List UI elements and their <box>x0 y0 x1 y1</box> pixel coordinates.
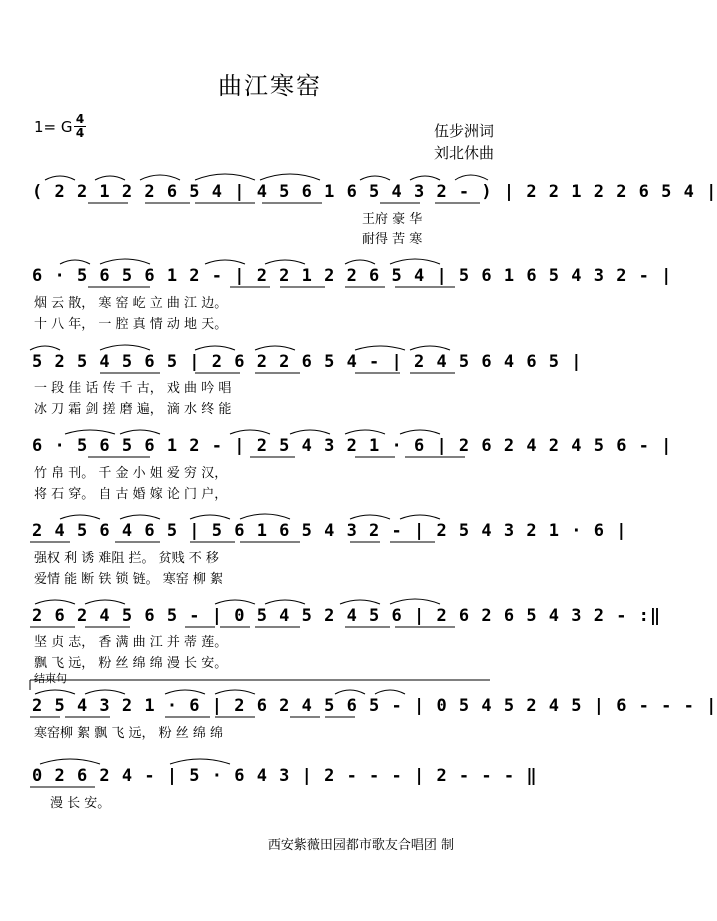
lyrics-line-3-verse-1: 一 段 佳 话 传 千 古， 戏 曲 吟 唱 <box>34 381 232 396</box>
lyrics-line-4-verse-2: 将 石 穿。 自 古 婚 嫁 论 门 户， <box>34 487 228 502</box>
coda-bracket <box>30 680 490 690</box>
composer-credit: 刘北休曲 <box>433 144 494 162</box>
lyrics-line-1-verse-2: 耐得 苦 寒 <box>362 232 423 247</box>
notation-line-4: 6 · 5 6 5 6 1 2 - | 2 5 4 3 2 1 · 6 | 2 6 2 4 2 4 5 6 - | <box>32 436 673 456</box>
notation-line-5: 2 4 5 6 4 6 5 | 5 6 1 6 5 4 3 2 - | 2 5 4 3 2 1 · 6 | <box>32 521 628 541</box>
notation-line-3: 5 2 5 4 5 6 5 | 2 6 2 2 6 5 4 - | 2 4 5 6 4 6 5 | <box>32 352 583 372</box>
notation-line-8: 0 2 6 2 4 - | 5 · 6 4 3 | 2 - - - | 2 - - - ‖ <box>32 766 538 786</box>
notation-line-1: ( 2 2 1 2 2 6 5 4 | 4 5 6 1 6 5 4 3 2 - ) | 2 2 1 2 2 6 5 4 | <box>32 182 717 202</box>
publisher-footer: 西安紫薇田园都市歌友合唱团 制 <box>267 838 454 853</box>
lyrics-line-2-verse-2: 十 八 年， 一 腔 真 情 动 地 天。 <box>34 317 228 332</box>
notation-line-7: 2 5 4 3 2 1 · 6 | 2 6 2 4 5 6 5 - | 0 5 4 5 2 4 5 | 6 - - - | <box>32 696 717 716</box>
lyrics-line-2-verse-1: 烟 云 散， 寒 窑 屹 立 曲 江 边。 <box>34 296 228 311</box>
lyrics-line-4-verse-1: 竹 帛 刊。 千 金 小 姐 爱 穷 汉， <box>34 466 228 481</box>
lyrics-line-6-verse-1: 坚 贞 志， 香 满 曲 江 并 蒂 莲。 <box>34 635 228 650</box>
notation-line-6: 2 6 2 4 5 6 5 - | 0 5 4 5 2 4 5 6 | 2 6 2 6 5 4 3 2 - :‖ <box>32 606 662 626</box>
lyrics-line-5-verse-2: 爱情 能 断 铁 锁 链。 寒窑 柳 絮 <box>34 572 224 587</box>
key-signature: 1= G <box>34 118 73 136</box>
lyrics-line-8-verse-1: 漫 长 安。 <box>50 796 111 811</box>
slur-marks <box>30 174 488 764</box>
lyrics-line-5-verse-1: 强权 利 诱 难阻 拦。 贫贱 不 移 <box>34 551 219 566</box>
page-title: 曲江寒窑 <box>218 72 322 100</box>
lyrics-line-7-verse-1: 寒窑柳 絮 飘 飞 远， 粉 丝 绵 绵 <box>34 726 224 741</box>
lyricist-credit: 伍步洲词 <box>433 122 494 140</box>
beam-underlines <box>30 203 480 787</box>
time-signature-bottom: 4 <box>75 126 85 140</box>
lyrics-line-3-verse-2: 冰 刀 霜 剑 搓 磨 遍， 滴 水 终 能 <box>34 402 232 417</box>
time-signature-top: 4 <box>75 112 85 126</box>
lyrics-line-6-verse-2: 飘 飞 远， 粉 丝 绵 绵 漫 长 安。 <box>34 656 228 671</box>
notation-line-2: 6 · 5 6 5 6 1 2 - | 2 2 1 2 2 6 5 4 | 5 6 1 6 5 4 3 2 - | <box>32 266 673 286</box>
lyrics-line-1-verse-1: 王府 豪 华 <box>362 212 423 227</box>
coda-label: 结束句 <box>34 672 67 685</box>
